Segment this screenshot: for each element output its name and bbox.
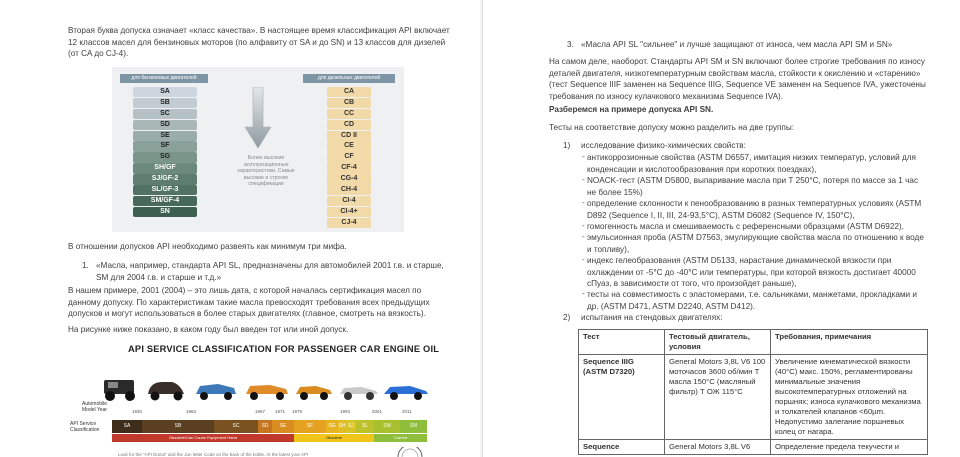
- gas-class: SJ/GF-2: [133, 174, 197, 184]
- car-icon: [148, 382, 184, 401]
- status-obsolete: Obsolete: [294, 434, 374, 442]
- section-heading: Разберемся на примере допуска API SN.: [549, 105, 714, 114]
- engine-tests-table: [578, 329, 928, 455]
- diesel-class: CF-4: [327, 163, 371, 173]
- gas-class: SB: [133, 98, 197, 108]
- rebuttal-paragraph: На самом деле, наоборот. Стандарты API SM и SN включают более строгие требования по износу деталей двигателя, низкотемпературным свойствам масла, стойкости к окислению и «старению» (тест Sequence IIIF заменен на Sequence IIIG, Sequence VE заменен на Sequence IVA, ужесточены требования по износу кулачкового механизма Sequence IVA).: [549, 57, 926, 101]
- table-cell: General Motors 3,8L V6 100 моточасов 3600 об/мин Т масла 150°С (масляный фильтр) Т ОЖ 115°С: [665, 355, 771, 440]
- service-footer-note: Look for the "API Donut" and the Jun letter Code on the back of the bottle. At the latest your API: [118, 452, 309, 457]
- bullet-dash: -: [582, 255, 585, 264]
- year-label: 1967: [255, 409, 266, 414]
- bullet-dash: -: [582, 175, 585, 184]
- diesel-class: CH-4: [327, 185, 371, 195]
- year-label: 2001: [372, 409, 383, 414]
- api-classes-figure: [112, 67, 404, 232]
- table-cell: Определение предела текучести и: [771, 440, 928, 455]
- gas-class: SF: [133, 141, 197, 151]
- bullet-dash: -: [582, 232, 585, 241]
- gas-class: SG: [133, 152, 197, 162]
- table-cell: Увеличение кинематической вязкости (40°С) макс. 150%, регламентированы минимальные значения высокотемпературных отложений на поршнях; износа кулачкового механизма и толкателей клапанов <60µm. Недопустимо залегание поршневых колец от нагара.: [771, 355, 928, 440]
- service-segment: SL: [356, 420, 374, 433]
- api-donut-icon: [396, 447, 424, 457]
- diesel-class: CI-4: [327, 196, 371, 206]
- service-segment: SG: [326, 420, 338, 433]
- year-label: 1993: [340, 409, 351, 414]
- reality-paragraph: В нашем примере, 2001 (2004) – это лишь дата, с которой началась сертификация масел по данному допуску. По характеристикам такие масла превосходят требования всех предыдущих допусков и могут использоваться в более старых двигателях (главное, смотреть на вязкость).: [68, 286, 430, 318]
- gasoline-header: для бензиновых двигателей: [120, 74, 208, 83]
- car-icon: [340, 387, 378, 400]
- service-segment: SJ: [346, 420, 356, 433]
- picture-caption: На рисунке ниже показано, в каком году был введен тот или иной допуск.: [68, 325, 349, 334]
- myth-1-number: 1.: [82, 261, 89, 270]
- bullet-dash: -: [582, 221, 585, 230]
- year-label: 1971: [275, 409, 286, 414]
- groups-intro: Тесты на соответствие допуску можно разделить на две группы:: [549, 123, 794, 132]
- table-row: [579, 355, 928, 440]
- item-3-number: 3.: [567, 40, 574, 49]
- bullet-dash: -: [582, 152, 585, 161]
- model-year-label: Automobile Model Year: [82, 401, 108, 413]
- bullet-item: определение склонности к пенообразованию в разных температурных условиях (ASTM D892 (Sequence I, II, III, 24-93,5°С), ASTM D6082 (Sequence IV, 150°С),: [587, 199, 922, 220]
- group-2-number: 2): [563, 313, 571, 322]
- service-segment: SN: [400, 420, 427, 433]
- bullet-dash: -: [582, 289, 585, 298]
- table-cell: Sequence IIIG (ASTM D7320): [579, 355, 665, 440]
- table-header: Требования, примечания: [771, 330, 928, 355]
- table-header: Тестовый двигатель, условия: [665, 330, 771, 355]
- service-segment: SB: [142, 420, 214, 433]
- year-label: 1979: [292, 409, 303, 414]
- bullet-item: NOACK-тест (ASTM D5800, выпаривание масла при Т 250°С, потеря по массе за 1 час не более 15%): [587, 176, 919, 197]
- table-cell: General Motors 3,8L V6: [665, 440, 771, 455]
- gasoline-classes: [133, 87, 197, 218]
- status-current: Current: [374, 434, 427, 442]
- figure-note: Более высокие эксплуатационные характеристики. Самые высокие и строгие спецификации: [237, 155, 295, 187]
- gas-class: SA: [133, 87, 197, 97]
- diesel-class: CB: [327, 98, 371, 108]
- diesel-class: CA: [327, 87, 371, 97]
- diesel-class: CE: [327, 141, 371, 151]
- diesel-class: CJ-4: [327, 218, 371, 228]
- table-header: Тест: [579, 330, 665, 355]
- bullet-item: гомогенность масла и смешиваемость с референсными образцами (ASTM D6922),: [587, 222, 904, 231]
- gas-class: SD: [133, 120, 197, 130]
- car-icon: [246, 385, 288, 400]
- car-icon: [384, 386, 428, 400]
- service-segment: SA: [112, 420, 142, 433]
- year-label: 1963: [186, 409, 197, 414]
- bullet-dash: -: [582, 198, 585, 207]
- group-1: исследование физико-химических свойств:: [581, 141, 746, 150]
- bullet-item: тесты на совместимость с эластомерами, т.е. сальниками, манжетами, прокладками и др. (ASTM D471, ASTM D2240, ASTM D412).: [587, 290, 917, 311]
- table-row: [579, 440, 928, 455]
- service-timeline-bar: [112, 420, 427, 433]
- down-arrow-icon: [244, 87, 272, 149]
- status-obsolete-harm: Obsolete/Can Cause Equipment Harm: [112, 434, 294, 442]
- status-bar: [112, 434, 427, 442]
- diesel-class: CG-4: [327, 174, 371, 184]
- gas-class: SL/GF-3: [133, 185, 197, 195]
- table-header-row: [579, 330, 928, 355]
- car-icon: [196, 384, 236, 400]
- table-cell: Sequence: [579, 440, 665, 455]
- service-label: API Service Classification: [70, 421, 100, 433]
- diesel-class: CF: [327, 152, 371, 162]
- car-icon: [104, 380, 135, 401]
- service-segment: SC: [214, 420, 258, 433]
- gas-class: SC: [133, 109, 197, 119]
- bullet-item: антикоррозионные свойства (ASTM D6557, имитация низких температур, условий для конденсации и кислотообразования при коротких поездках),: [587, 153, 916, 174]
- gas-class: SE: [133, 131, 197, 141]
- service-segment: SD: [258, 420, 272, 433]
- service-segment: SE: [272, 420, 294, 433]
- gas-class: SH/GF: [133, 163, 197, 173]
- bullet-item: эмульсионная проба (ASTM D7563, эмулирующие свойства масла по отношению к воде и топливу),: [587, 233, 924, 254]
- item-3: «Масла API SL "сильнее" и лучше защищают от износа, чем масла API SM и SN»: [581, 40, 893, 49]
- diesel-class: CI-4+: [327, 207, 371, 217]
- group-2: испытания на стендовых двигателях:: [581, 313, 723, 322]
- service-segment: SF: [294, 420, 326, 433]
- group-1-number: 1): [563, 141, 571, 150]
- gas-class: SM/GF-4: [133, 196, 197, 206]
- service-segment: SH: [338, 420, 346, 433]
- car-icon: [296, 386, 332, 400]
- gas-class: SN: [133, 207, 197, 217]
- service-classification-title: API SERVICE CLASSIFICATION FOR PASSENGER CAR ENGINE OIL: [128, 344, 440, 354]
- diesel-classes: [327, 87, 371, 229]
- diesel-class: CD: [327, 120, 371, 130]
- year-label: 1930: [132, 409, 143, 414]
- myth-1: «Масла, например, стандарта API SL, предназначены для автомобилей 2001 г.в. и старше, SM для 2004 г.в. и старше и т.д.»: [96, 261, 444, 282]
- service-segment: SM: [374, 420, 400, 433]
- intro-paragraph: Вторая буква допуска означает «класс качества». В настоящее время классификация API включает 12 классов масел для бензиновых моторов (по алфавиту от SA и до SN) и 13 классов для дизелей (от CA до CJ-4).: [68, 26, 450, 58]
- diesel-class: CC: [327, 109, 371, 119]
- myths-intro: В отношении допусков API необходимо развеять как минимум три мифа.: [68, 242, 347, 251]
- car-illustrations: [100, 374, 430, 404]
- diesel-class: CD II: [327, 131, 371, 141]
- diesel-header: для дизельных двигателей: [303, 74, 395, 83]
- year-label: 2011: [402, 409, 412, 414]
- bullet-item: индекс гелеобразования (ASTM D5133, нарастание динамической вязкости при охлаждении от -5°С до -40°С или температуры, при которой вязкость достигает 40000 сПуаз, в зависимости от того, что произойдет раньше),: [587, 256, 916, 288]
